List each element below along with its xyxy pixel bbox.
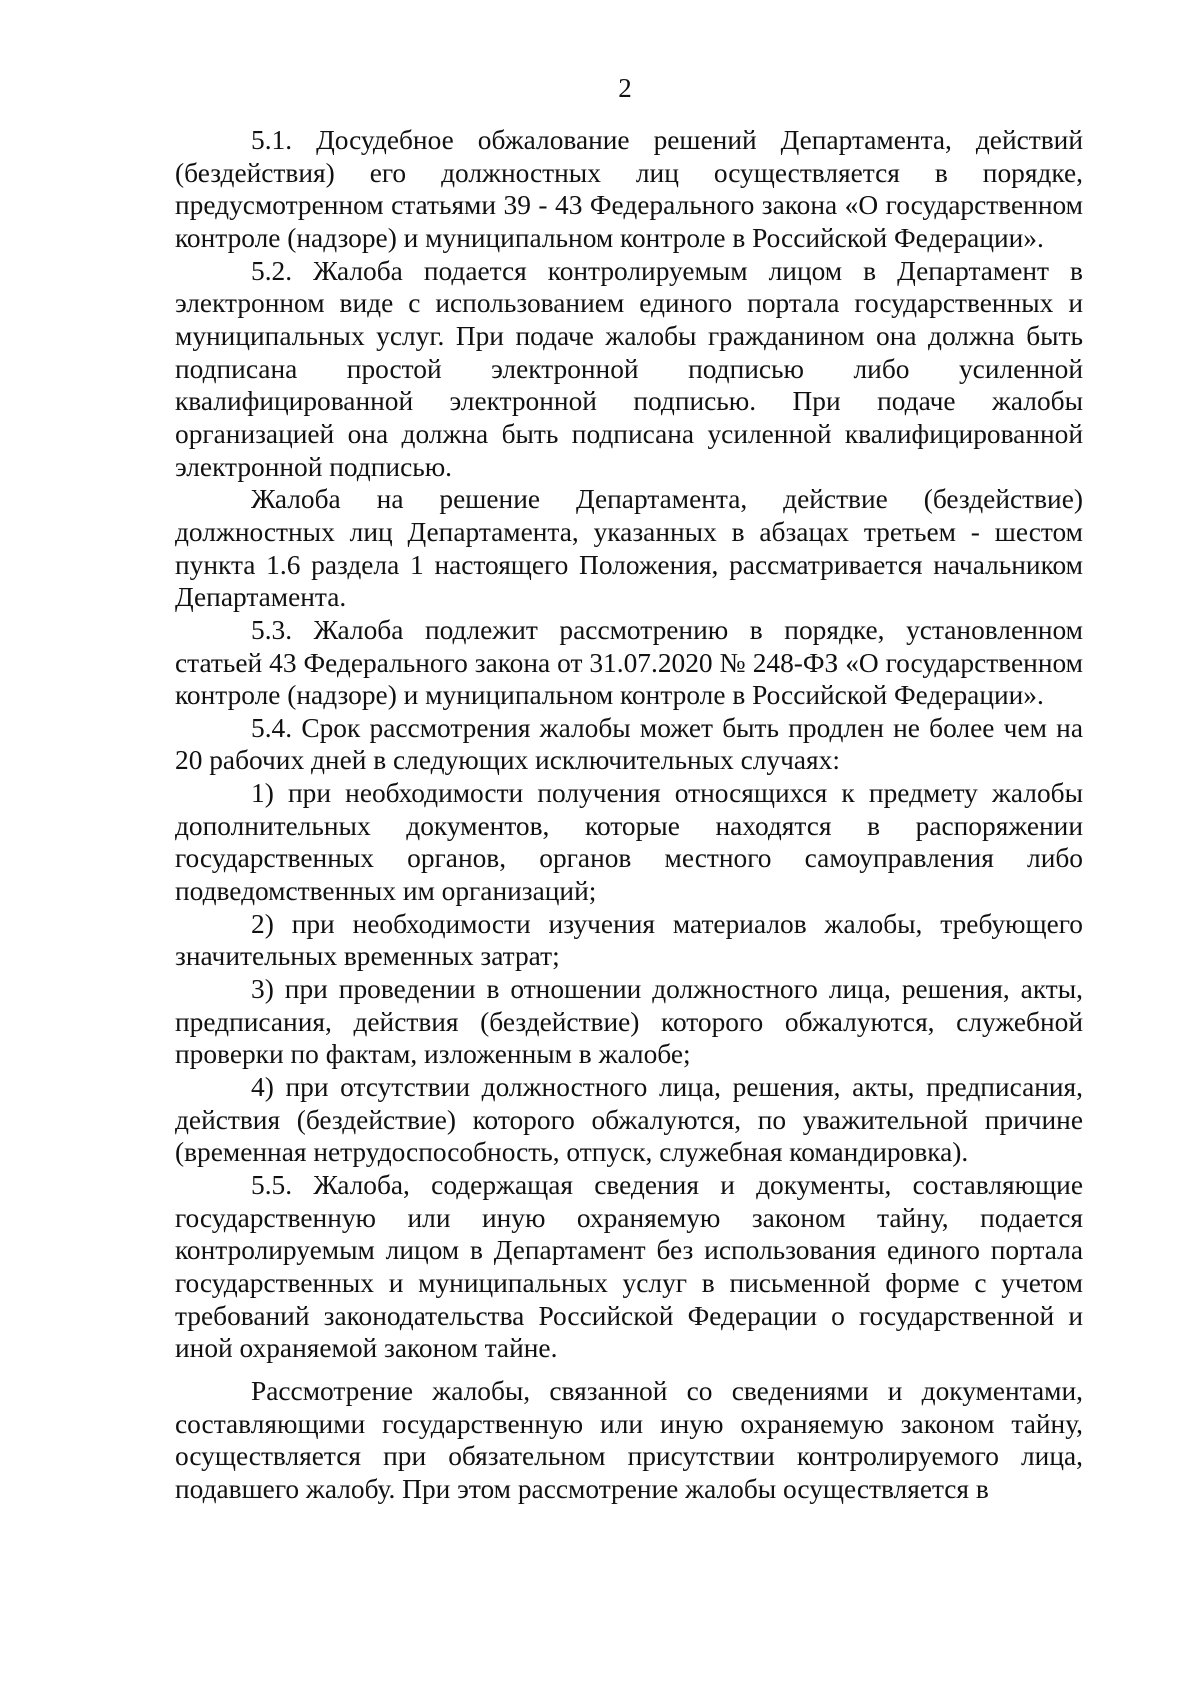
list-item-3: 3) при проведении в отношении должностного лица, решения, акты, предписания, действия (бездействие) которого обжалуются, служебной проверки по фактам, изложенным в жалобе;	[175, 974, 1083, 1070]
page-number: 2	[618, 73, 632, 103]
list-item-4: 4) при отсутствии должностного лица, решения, акты, предписания, действия (бездействие) которого обжалуются, по уважительной причине (временная нетрудоспособность, отпуск, служебная командировка).	[175, 1072, 1083, 1168]
paragraph-secret-review: Рассмотрение жалобы, связанной со сведениями и документами, составляющими государственную или иную охраняемую законом тайну, осуществляется при обязательном присутствии контролируемого лица, подавшего жалобу. При этом рассмотрение жалобы осуществляется в	[175, 1375, 1083, 1504]
paragraph-5-5: 5.5. Жалоба, содержащая сведения и документы, составляющие государственную или иную охраняемую законом тайну, подается контролируемым лицом в Департамент без использования единого портала государственных и муниципальных услуг в письменной форме с учетом требований законодательства Российской Федерации о государственной и иной охраняемой законом тайне.	[175, 1170, 1083, 1364]
paragraph-5-3: 5.3. Жалоба подлежит рассмотрению в порядке, установленном статьей 43 Федерального закона от 31.07.2020 № 248-ФЗ «О государственном контроле (надзоре) и муниципальном контроле в Российской Федерации».	[175, 614, 1083, 711]
paragraph-complaint-review: Жалоба на решение Департамента, действие (бездействие) должностных лиц Департамента, указанных в абзацах третьем - шестом пункта 1.6 раздела 1 настоящего Положения, рассматривается начальником Департамента.	[175, 484, 1083, 613]
list-item-1: 1) при необходимости получения относящихся к предмету жалобы дополнительных документов, которые находятся в распоряжении государственных органов, органов местного самоуправления либо подведомственных им организаций;	[175, 778, 1083, 907]
paragraph-5-4: 5.4. Срок рассмотрения жалобы может быть продлен не более чем на 20 рабочих дней в следующих исключительных случаях:	[175, 712, 1083, 776]
list-item-2: 2) при необходимости изучения материалов жалобы, требующего значительных временных затрат;	[175, 908, 1083, 972]
paragraph-5-2: 5.2. Жалоба подается контролируемым лицом в Департамент в электронном виде с использованием единого портала государственных и муниципальных услуг. При подаче жалобы гражданином она должна быть подписана простой электронной подписью либо усиленной квалифицированной электронной подписью. При подаче жалобы организацией она должна быть подписана усиленной квалифицированной электронной подписью.	[175, 255, 1083, 482]
paragraph-5-1: 5.1. Досудебное обжалование решений Департамента, действий (бездействия) его должностных лиц осуществляется в порядке, предусмотренном статьями 39 - 43 Федерального закона «О государственном контроле (надзоре) и муниципальном контроле в Российской Федерации».	[175, 125, 1083, 253]
document-body	[175, 124, 1083, 1506]
